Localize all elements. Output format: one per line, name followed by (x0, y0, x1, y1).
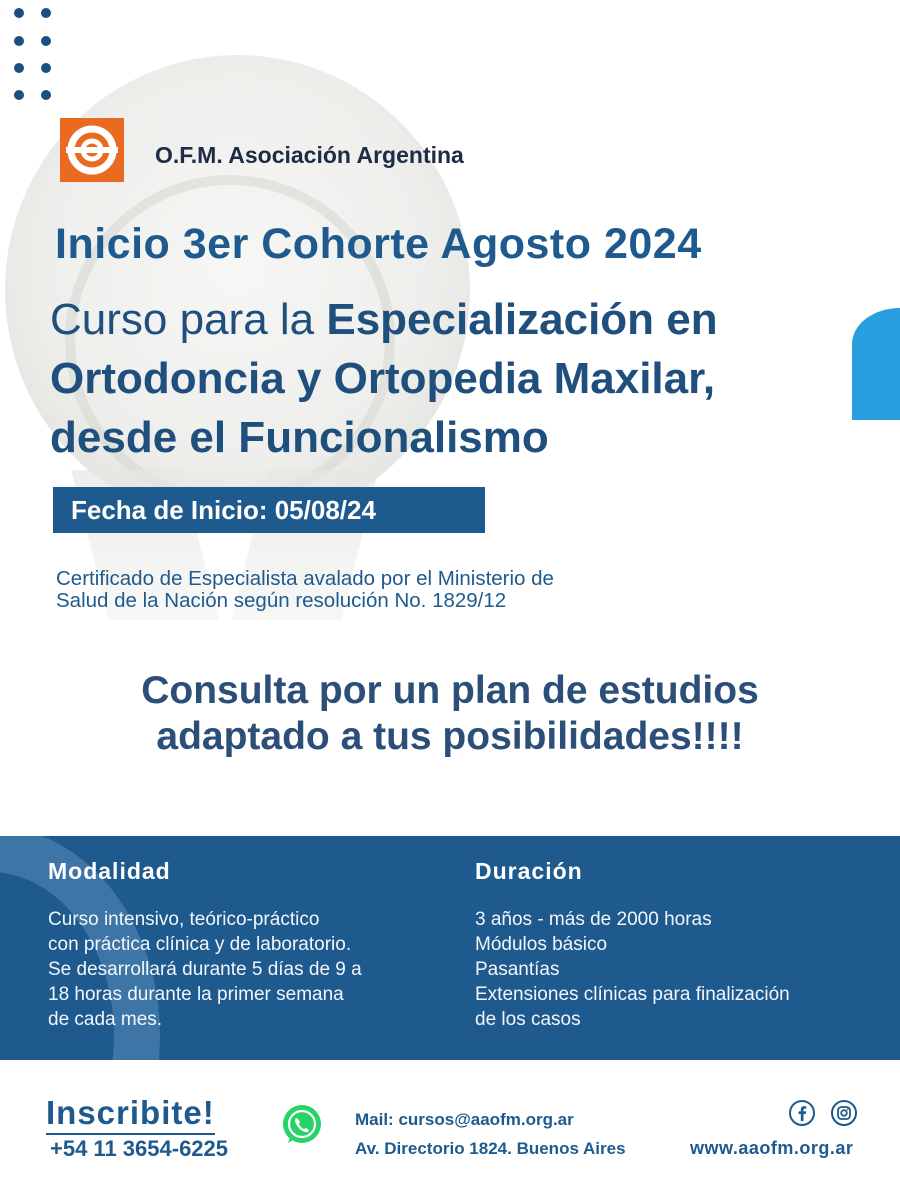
whatsapp-icon[interactable] (280, 1103, 324, 1147)
modalidad-line: Curso intensivo, teórico-práctico (48, 909, 320, 930)
duracion-line: Pasantías (475, 959, 560, 980)
phone-number[interactable]: +54 11 3654-6225 (50, 1136, 229, 1161)
website-link[interactable]: www.aaofm.org.ar (690, 1138, 854, 1158)
modalidad-line: 18 horas durante la primer semana (48, 984, 344, 1005)
course-title-bold: Especialización en Ortodoncia y Ortopedia Maxilar, desde el Funcionalismo (50, 295, 718, 462)
modalidad-line: Se desarrollará durante 5 días de 9 a (48, 959, 362, 980)
duracion-text (475, 907, 895, 1032)
ofm-logo-icon (60, 118, 124, 182)
duracion-line: Módulos básico (475, 934, 608, 955)
decorative-dots (14, 8, 60, 104)
contact-address: Av. Directorio 1824. Buenos Aires (355, 1139, 626, 1158)
start-date-banner: Fecha de Inicio: 05/08/24 (53, 487, 485, 533)
course-title (50, 290, 850, 467)
certificate-line: Certificado de Especialista avalado por el Ministerio de (56, 567, 554, 590)
modalidad-line: de cada mes. (48, 1009, 163, 1030)
consult-line: adaptado a tus posibilidades!!!! (156, 715, 744, 758)
enroll-cta[interactable]: Inscribite! (46, 1094, 215, 1135)
duracion-line: Extensiones clínicas para finalización (475, 984, 790, 1005)
duracion-title: Duración (475, 858, 583, 884)
duracion-line: de los casos (475, 1009, 581, 1030)
organization-name: O.F.M. Asociación Argentina (155, 142, 464, 168)
certificate-line: Salud de la Nación según resolución No. 1829/12 (56, 589, 507, 612)
modalidad-section (48, 858, 428, 1032)
modalidad-text (48, 907, 428, 1032)
cohort-heading: Inicio 3er Cohorte Agosto 2024 (55, 220, 702, 268)
modalidad-title: Modalidad (48, 858, 171, 884)
modalidad-line: con práctica clínica y de laboratorio. (48, 934, 352, 955)
consult-line: Consulta por un plan de estudios (141, 669, 759, 712)
facebook-icon[interactable] (788, 1099, 816, 1127)
duracion-line: 3 años - más de 2000 horas (475, 909, 712, 930)
instagram-icon[interactable] (830, 1099, 858, 1127)
certificate-note (56, 568, 756, 612)
side-accent-shape (852, 308, 900, 420)
info-band (0, 836, 900, 1060)
duracion-section (475, 858, 895, 1032)
course-title-prefix: Curso para la (50, 295, 327, 344)
contact-email[interactable]: Mail: cursos@aaofm.org.ar (355, 1110, 574, 1129)
consult-callout (0, 668, 900, 760)
